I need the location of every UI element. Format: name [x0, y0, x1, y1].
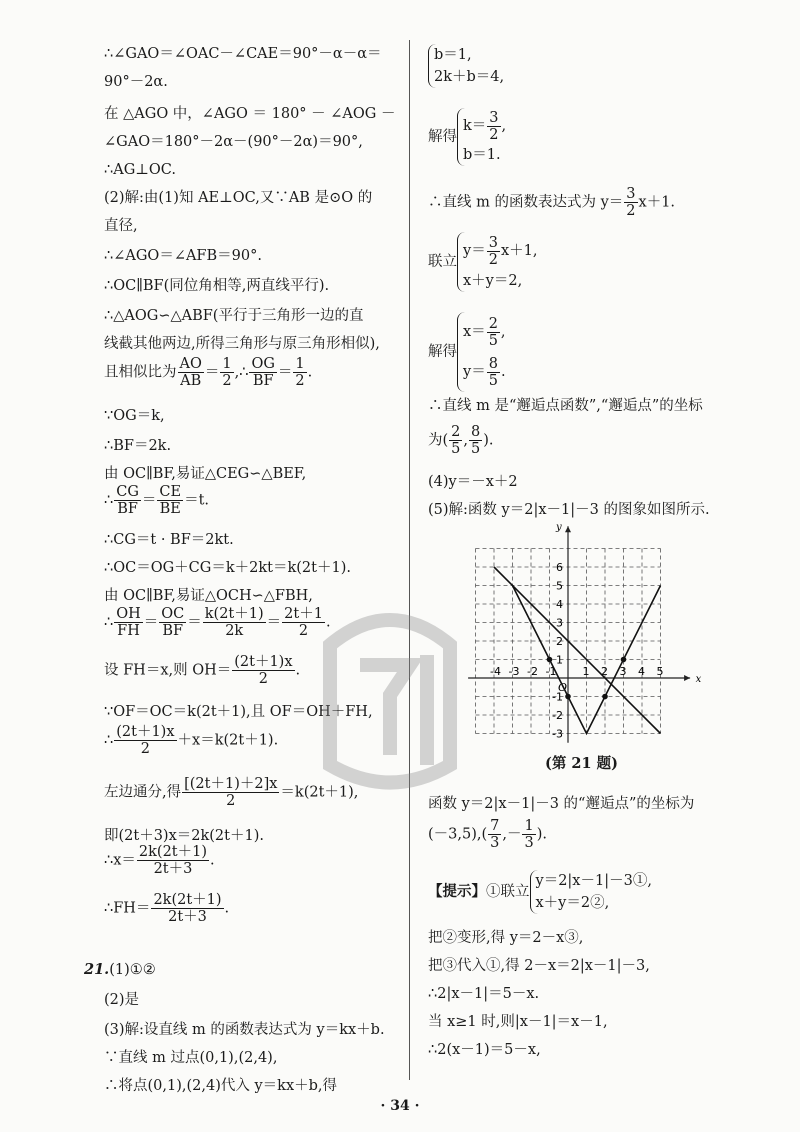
text: ＝ [266, 614, 282, 631]
text-line: 在 △AGO 中，∠AGO ＝ 180° － ∠AOG － [104, 106, 396, 122]
text-line: 由 OC∥BF,易证△OCH∽△FBH, [104, 588, 313, 604]
text-line: 90°－2α. [104, 74, 168, 90]
text: 且相似比为 [104, 364, 177, 381]
text: x＋1, [500, 243, 538, 259]
equation [463, 108, 506, 144]
text-line: 把②变形,得 y＝2－x③, [428, 930, 584, 946]
denominator: BE [159, 501, 181, 517]
numerator: (2t＋1)x [234, 654, 293, 670]
denominator: 2 [295, 373, 305, 389]
text-line: (3)解:设直线 m 的函数表达式为 y＝kx＋b. [104, 1022, 385, 1038]
text: y＝ [463, 243, 486, 259]
data-point [565, 694, 571, 700]
x-tick-label: 3 [619, 665, 627, 678]
denominator: 3 [524, 835, 534, 851]
text: ＝ [187, 614, 202, 631]
text: (1)①② [109, 962, 156, 978]
numerator: 8 [471, 424, 481, 440]
brace [457, 232, 537, 292]
text: ∴x＝ [104, 852, 136, 869]
fraction [232, 654, 294, 687]
denominator: 2 [222, 373, 232, 389]
text: ＝ [143, 614, 159, 631]
text: (－3,5),( [428, 826, 488, 843]
x-axis-label: x [695, 674, 702, 685]
text-line: 把③代入①,得 2－x＝2|x－1|－3, [428, 958, 650, 974]
text: . [210, 852, 215, 869]
solution-block [428, 312, 506, 392]
text: , [501, 118, 507, 134]
page-number: · 34 · [380, 1098, 420, 1114]
denominator: 2 [298, 623, 309, 639]
text: ＝k(2t＋1), [280, 784, 359, 801]
fraction [203, 606, 266, 639]
y-axis-arrow [565, 526, 571, 532]
text: ∴ [104, 732, 114, 749]
text-line: ∴2|x－1|＝5－x. [428, 986, 540, 1002]
denominator: BF [162, 623, 184, 639]
fraction-line [104, 892, 229, 925]
text: . [500, 364, 506, 380]
numerator: 3 [488, 234, 498, 251]
numerator: 2k(2t＋1) [153, 892, 222, 908]
brace [428, 44, 504, 88]
numerator: 1 [222, 356, 232, 372]
text: 解得 [428, 344, 457, 360]
denominator: 5 [471, 441, 481, 457]
text-line: ∴∠AGO＝∠AFB＝90°. [104, 248, 262, 264]
text-line: ∴2(x－1)＝5－x, [428, 1042, 541, 1058]
system-block [428, 232, 537, 292]
fraction [293, 356, 306, 389]
fraction-line [104, 844, 215, 877]
denominator: 2 [488, 251, 498, 268]
hint-tag: 【提示】 [428, 883, 486, 900]
text: ＝ [141, 492, 157, 509]
denominator: 2 [140, 741, 150, 757]
y-tick-label: 6 [556, 561, 563, 574]
text: ,∴ [234, 364, 249, 381]
text-line: 线截其他两边,所得三角形与原三角形相似), [104, 336, 380, 352]
numerator: [(2t＋1)＋2]x [184, 776, 278, 792]
numerator: 8 [488, 355, 498, 372]
fraction [220, 356, 233, 389]
x-tick-label: 1 [582, 665, 590, 678]
text-line: ∴BF＝2k. [104, 438, 172, 454]
text-line: ∠GAO＝180°－2α－(90°－2α)＝90°, [104, 134, 363, 150]
text-line: 当 x≥1 时,则|x－1|＝x－1, [428, 1014, 608, 1030]
question-21-line [84, 960, 156, 980]
x-axis-arrow [684, 675, 690, 681]
denominator: AB [180, 373, 202, 389]
text: , [463, 432, 469, 449]
figure-caption: (第 21 题) [545, 755, 618, 772]
watermark-logo [300, 585, 480, 805]
y-tick-label: -1 [552, 690, 563, 704]
text: . [295, 662, 301, 679]
origin-label: O [558, 681, 568, 694]
solution-block [428, 108, 506, 166]
text: . [325, 614, 331, 631]
fraction [137, 844, 209, 877]
denominator: BF [117, 501, 138, 517]
fraction-line [428, 186, 675, 219]
denominator: 5 [488, 332, 498, 349]
text: k＝ [463, 118, 487, 134]
denominator: 2 [258, 671, 268, 687]
fraction [487, 316, 500, 349]
data-point [547, 657, 553, 663]
text: ). [536, 826, 547, 843]
denominator: 2k [225, 623, 244, 639]
brace [457, 312, 506, 392]
numerator: OG [251, 356, 275, 372]
question-number: 21. [84, 961, 110, 978]
x-tick-label: -4 [490, 665, 501, 678]
equation: x＋y＝2②, [535, 895, 610, 911]
text-line: ∴AG⊥OC. [104, 162, 176, 178]
numerator: CE [159, 484, 182, 500]
equation [463, 312, 506, 352]
equation: b＝1. [463, 147, 501, 163]
text-line: ∴将点(0,1),(2,4)代入 y＝kx＋b,得 [104, 1078, 338, 1094]
text: 解得 [428, 129, 457, 145]
denominator: FH [117, 623, 140, 639]
text: . [307, 364, 313, 381]
text: ∴ [104, 492, 114, 509]
numerator: (2t＋1)x [116, 724, 175, 740]
y-tick-label: 4 [556, 598, 563, 611]
text-line: ∴△AOG∽△ABF(平行于三角形一边的直 [104, 308, 364, 324]
text-line: ∵OF＝OC＝k(2t＋1),且 OF＝OH＋FH, [104, 704, 373, 720]
text: ＝t. [184, 492, 210, 509]
text: ＝ [277, 364, 293, 381]
fraction [114, 606, 143, 639]
text-line: 函数 y＝2|x－1|－3 的“邂逅点”的坐标为 [428, 796, 695, 812]
text: x＋1. [638, 194, 676, 211]
numerator: 3 [626, 186, 636, 202]
numerator: 2t＋1 [284, 606, 323, 622]
text-line: ∴CG＝t · BF＝2kt. [104, 532, 234, 548]
text: 设 FH＝x,则 OH＝ [104, 662, 232, 679]
text: ∴FH＝ [104, 900, 151, 917]
fraction-line [104, 484, 209, 517]
y-tick-label: -3 [552, 727, 563, 741]
x-tick-label: 4 [638, 665, 645, 678]
equation: 2k＋b＝4, [434, 69, 505, 85]
fraction-line [104, 606, 331, 639]
fraction-line [428, 818, 547, 851]
equation: b＝1, [434, 47, 472, 63]
y-axis-label: y [556, 522, 562, 533]
fraction [624, 186, 637, 219]
text-line: (2)解:由(1)知 AE⊥OC,又∵AB 是⊙O 的 [104, 190, 373, 206]
text-line: 直径, [104, 218, 138, 234]
equation [463, 352, 506, 392]
brace [457, 108, 506, 166]
text: , [500, 324, 506, 340]
text-line: 即(2t＋3)x＝2k(2t＋1). [104, 828, 264, 844]
equation: x＋y＝2, [463, 273, 523, 289]
text: ＝ [204, 364, 220, 381]
y-tick-label: -2 [552, 709, 563, 722]
denominator: 3 [490, 835, 500, 851]
numerator: 1 [524, 818, 534, 834]
text-line: ∴∠GAO＝∠OAC－∠CAE＝90°－α－α＝ [104, 46, 382, 62]
denominator: 2 [489, 126, 499, 143]
text: ＋x＝k(2t＋1). [177, 732, 279, 749]
fraction [487, 110, 500, 143]
text: x＝ [463, 324, 486, 340]
fraction [469, 424, 482, 457]
text: 左边通分,得 [104, 784, 182, 801]
x-tick-label: -3 [508, 665, 520, 678]
equation: y＝2|x－1|－3①, [535, 873, 652, 889]
text: ∴直线 m 的函数表达式为 y＝ [428, 194, 624, 211]
similarity-ratio-line [104, 356, 312, 389]
numerator: OC [161, 606, 185, 622]
text-line: (4)y＝－x＋2 [428, 474, 518, 490]
text: y＝ [463, 364, 486, 380]
y-tick-label: 5 [556, 579, 563, 593]
numerator: 2 [451, 424, 461, 440]
fraction-line [104, 724, 278, 757]
fraction [182, 776, 279, 809]
denominator: BF [252, 373, 274, 389]
fraction [522, 818, 535, 851]
series-line [494, 567, 661, 734]
text-line: (5)解:函数 y＝2|x－1|－3 的图象如图所示. [428, 502, 710, 518]
fraction [249, 356, 276, 389]
denominator: 5 [451, 441, 461, 457]
denominator: 5 [488, 372, 498, 389]
x-tick-label: 5 [656, 665, 664, 678]
fraction [159, 606, 186, 639]
y-tick-label: 2 [556, 635, 563, 648]
fraction [449, 424, 462, 457]
data-point [621, 657, 627, 663]
text-line: ∵OG＝k, [104, 408, 165, 424]
column-divider [409, 40, 410, 1080]
text: 联立 [428, 254, 457, 270]
numerator: AO [179, 356, 202, 372]
text-line: (2)是 [104, 992, 140, 1008]
denominator: 2 [226, 793, 236, 809]
numerator: 7 [490, 818, 500, 834]
text: ). [483, 432, 494, 449]
fraction [178, 356, 204, 389]
denominator: 2t＋3 [153, 861, 193, 877]
x-tick-label: -1 [545, 665, 557, 678]
fraction [157, 484, 183, 517]
fraction [487, 356, 500, 389]
text: ,－ [502, 826, 522, 843]
text-line: ∴OC＝OG＋CG＝k＋2kt＝k(2t＋1). [104, 560, 351, 576]
numerator: OH [116, 606, 141, 622]
x-tick-label: -2 [527, 665, 538, 678]
denominator: 2 [626, 203, 636, 219]
fraction [114, 724, 176, 757]
fraction [151, 892, 223, 925]
fraction [488, 818, 501, 851]
text: ①联立 [486, 884, 530, 900]
denominator: 2t＋3 [168, 909, 207, 925]
y-tick-label: 1 [556, 653, 563, 667]
fraction-line [428, 424, 494, 457]
text-line: ∵直线 m 过点(0,1),(2,4), [104, 1050, 278, 1066]
system-of-equations [428, 44, 504, 88]
text: ∴ [104, 614, 114, 631]
text-line: 由 OC∥BF,易证△CEG∽△BEF, [104, 466, 307, 482]
fraction-line [104, 654, 300, 687]
numerator: CG [116, 484, 139, 500]
text: 为( [428, 432, 449, 449]
text-line: ∴直线 m 是“邂逅点函数”,“邂逅点”的坐标 [428, 398, 703, 414]
fraction [114, 484, 141, 517]
y-tick-label: 3 [556, 616, 563, 630]
hint-block [428, 870, 652, 914]
numerator: 2k(2t＋1) [138, 844, 208, 860]
brace [530, 870, 652, 914]
numerator: k(2t＋1) [204, 606, 264, 622]
data-point [602, 694, 608, 700]
text: . [224, 900, 230, 917]
x-tick-label: 2 [601, 665, 608, 678]
numerator: 3 [489, 109, 499, 126]
numerator: 2 [488, 315, 498, 332]
equation [463, 232, 537, 270]
text-line: ∴OC∥BF(同位角相等,两直线平行). [104, 278, 330, 294]
fraction [487, 235, 500, 268]
numerator: 1 [295, 356, 305, 372]
